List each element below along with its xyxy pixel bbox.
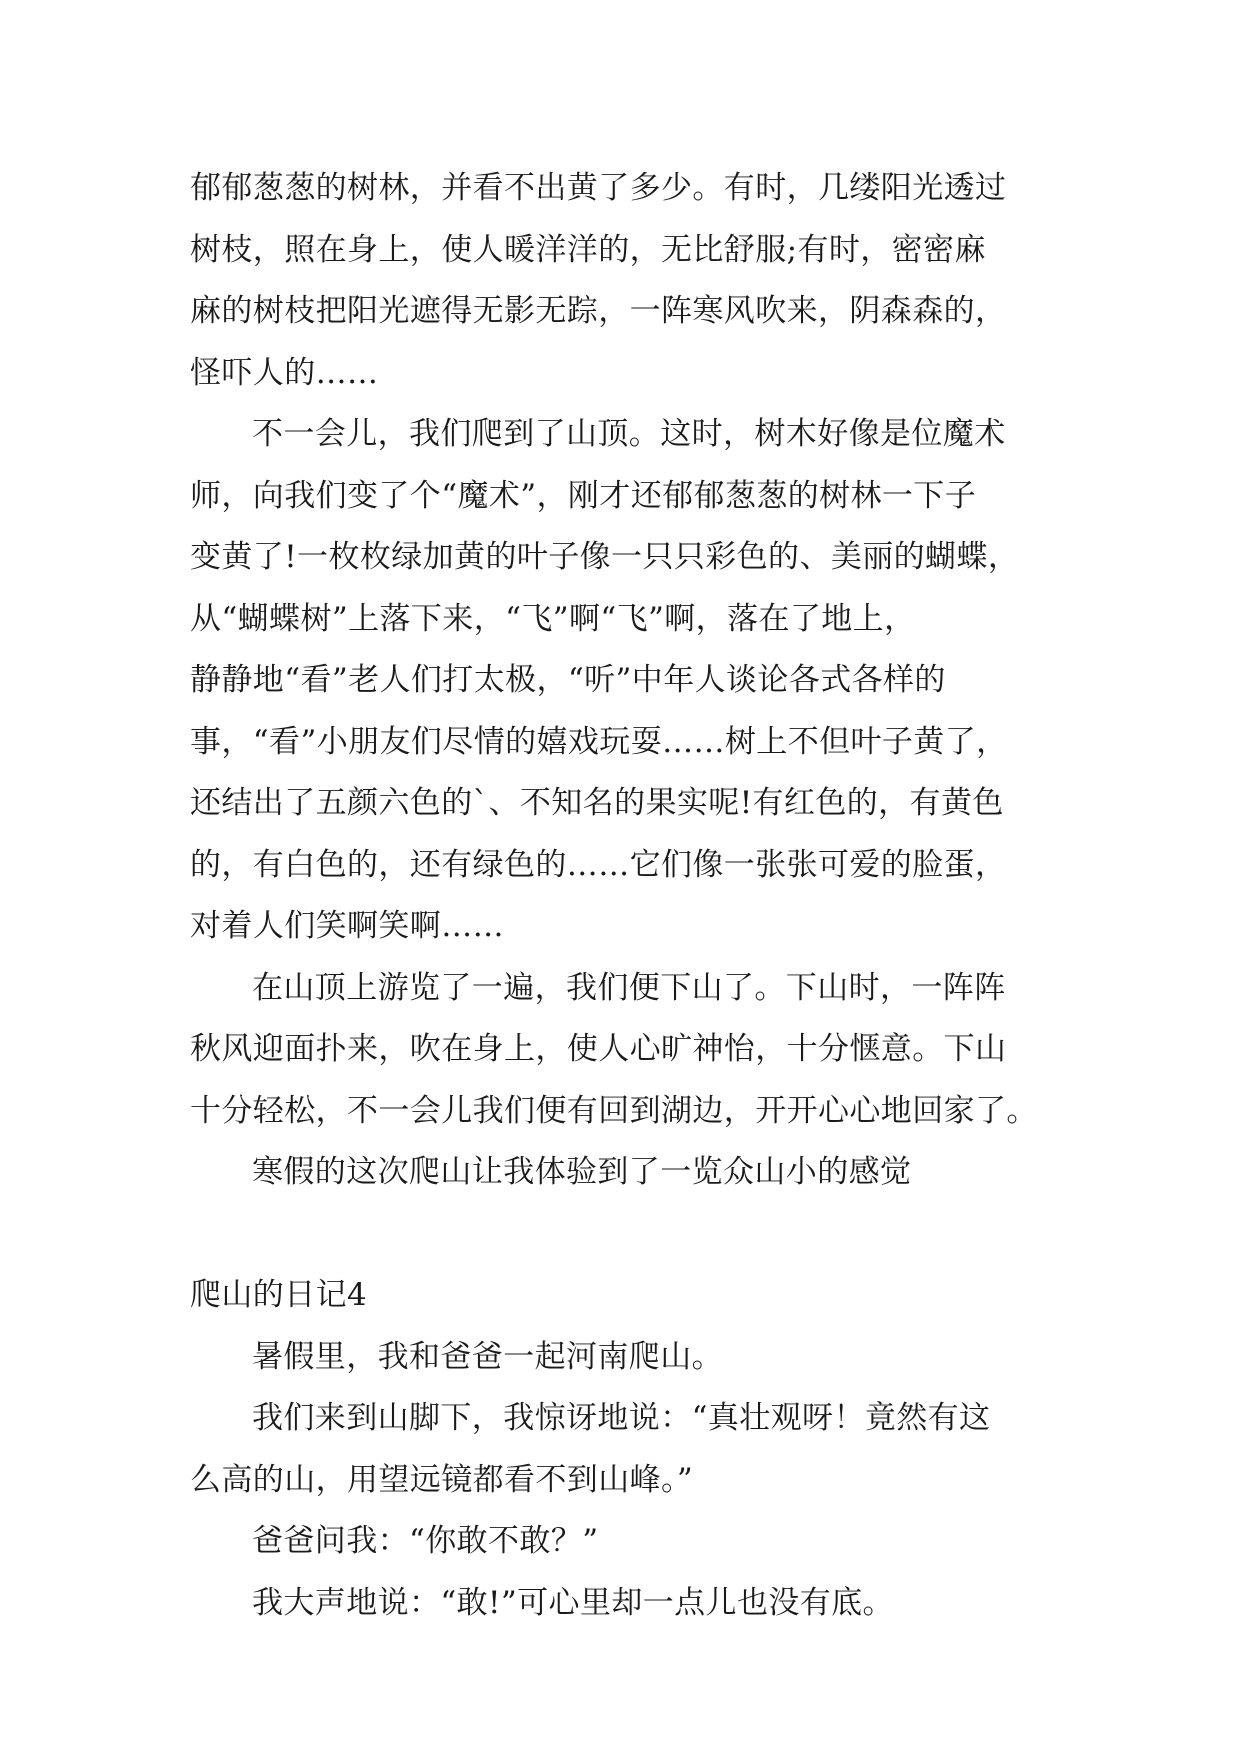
section-gap (190, 1204, 1060, 1266)
paragraph-conclusion: 寒假的这次爬山让我体验到了一览众山小的感觉 (252, 1154, 912, 1190)
paragraph-dad-asks: 爸爸问我：“你敢不敢？” (252, 1523, 599, 1559)
paragraph-answer: 我大声地说：“敢!”可心里却一点儿也没有底。 (252, 1584, 894, 1621)
section-title: 爬山的日记4 (190, 1277, 368, 1313)
document-body (190, 158, 1060, 1634)
paragraph-summer: 暑假里，我和爸爸一起河南爬山。 (252, 1338, 723, 1375)
paragraph-forest-continuation: 郁郁葱葱的树林，并看不出黄了多少。有时，几缕阳光透过 树枝，照在身上，使人暖洋洋的，无比舒服;有时，密密麻 麻的树枝把阳光遮得无影无踪，一阵寒风吹来，阴森森的， 怪吓人的…… (190, 170, 1007, 391)
paragraph-foot-of-mountain: 我们来到山脚下，我惊讶地说：“真壮观呀！竟然有这 么高的山，用望远镜都看不到山峰。” (190, 1400, 991, 1498)
paragraph-mountain-top: 不一会儿，我们爬到了山顶。这时，树木好像是位魔术 师，向我们变了个“魔术”，刚才还郁郁葱葱的树林一下子 变黄了!一枚枚绿加黄的叶子像一只只彩色的、美丽的蝴蝶， 从“蝴蝶树”上落下来，“飞”啊“飞”啊，落在了地上， 静静地“看”老人们打太极，“听”中年人谈论各式各样的 事，“看”小朋友们尽情的嬉戏玩耍……树上不但叶子黄了， 还结出了五颜六色的`、不知名的果实呢!有红色的，有黄色 的，有白色的，还有绿色的……它们像一张张可爱的脸蛋， 对着人们笑啊笑啊…… (190, 416, 1020, 944)
paragraph-descent: 在山顶上游览了一遍，我们便下山了。下山时，一阵阵 秋风迎面扑来，吹在身上，使人心旷神怡，十分惬意。下山 十分轻松，不一会儿我们便有回到湖边，开开心心地回家了。 (190, 969, 1038, 1129)
